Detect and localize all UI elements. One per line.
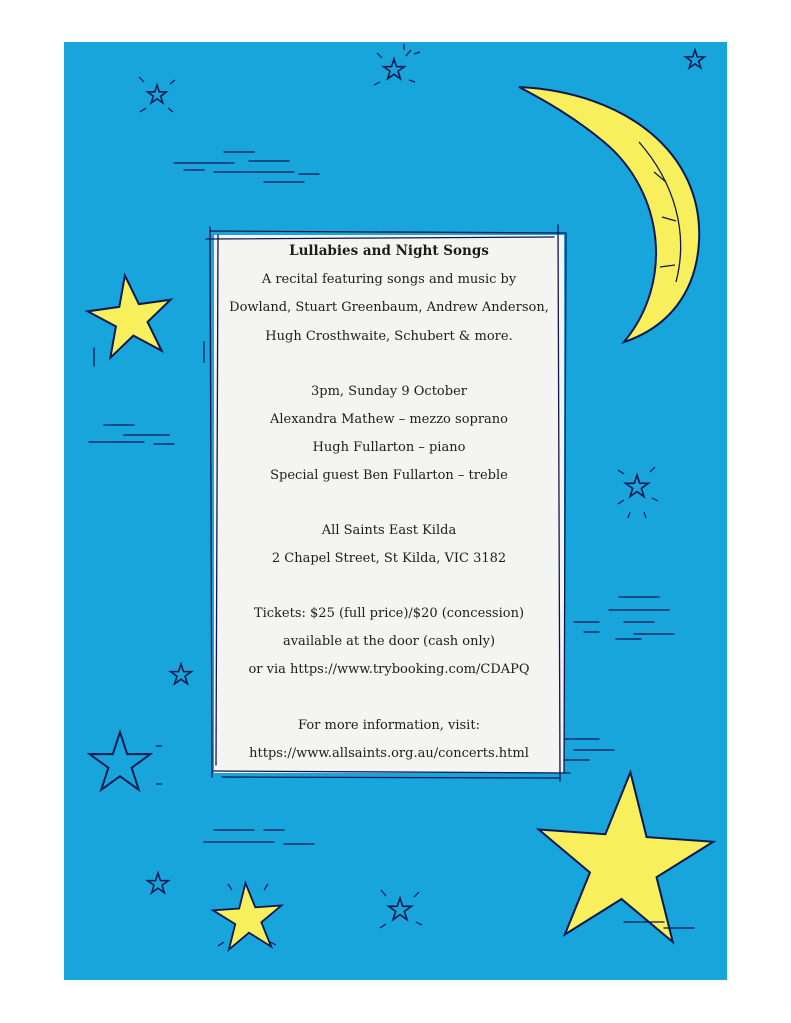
outline-star-icon [148, 873, 169, 893]
outline-star-icon [90, 732, 151, 790]
outline-star-icon [171, 664, 192, 684]
tickets-line: Tickets: $25 (full price)/$20 (concession) [253, 606, 525, 621]
intro-line: Hugh Crosthwaite, Schubert & more. [265, 329, 513, 344]
performer-line: Hugh Fullarton – piano [312, 440, 466, 455]
intro-line: A recital featuring songs and music by [261, 272, 517, 287]
outline-star-icon [384, 59, 405, 79]
venue-address: 2 Chapel Street, St Kilda, VIC 3182 [271, 551, 507, 566]
event-title: Lullabies and Night Songs [289, 243, 489, 259]
info-link: https://www.allsaints.org.au/concerts.html [249, 746, 529, 761]
outline-star-icon [147, 85, 166, 103]
yellow-star-icon [211, 881, 284, 951]
venue-name: All Saints East Kilda [321, 523, 457, 538]
tickets-line: available at the door (cash only) [282, 634, 496, 649]
outline-star-icon [626, 475, 649, 497]
tickets-link: or via https://www.trybooking.com/CDAPQ [248, 662, 530, 677]
event-time: 3pm, Sunday 9 October [310, 384, 467, 399]
poster-background [64, 42, 727, 980]
performer-line: Alexandra Mathew – mezzo soprano [269, 412, 509, 427]
outline-star-icon [685, 50, 704, 68]
yellow-star-icon [83, 270, 177, 360]
info-line: For more information, visit: [298, 718, 480, 733]
intro-line: Dowland, Stuart Greenbaum, Andrew Anderson, [229, 300, 549, 315]
outline-star-icon [389, 898, 412, 920]
event-info-card [214, 235, 564, 773]
yellow-star-icon [532, 766, 718, 944]
performer-line: Special guest Ben Fullarton – treble [270, 468, 508, 483]
